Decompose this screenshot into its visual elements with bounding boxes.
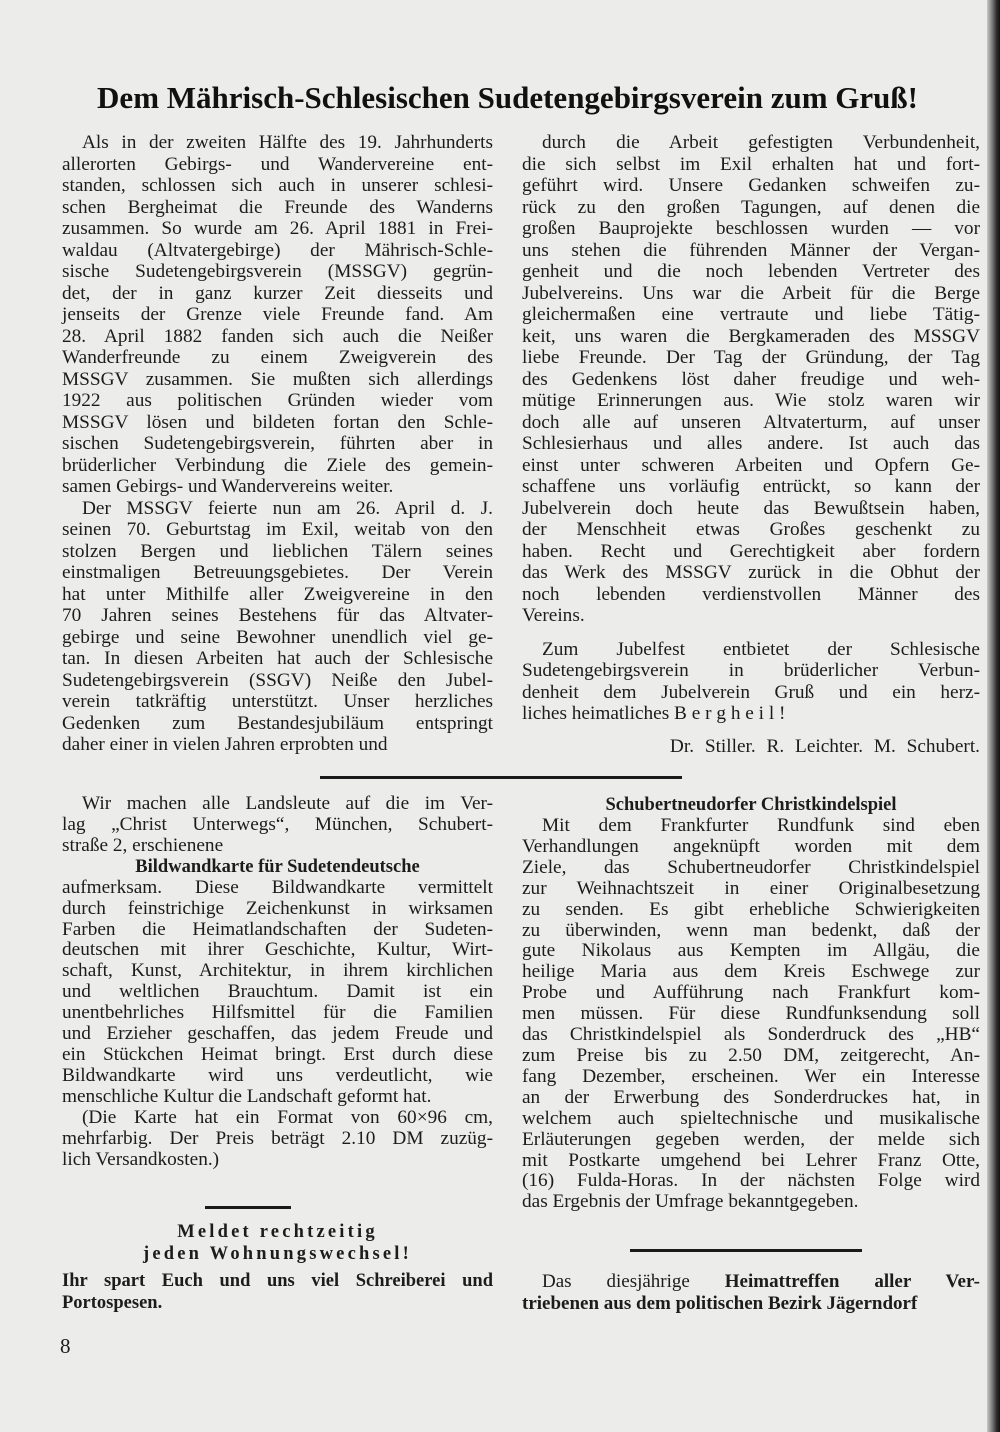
map-notice-heading: Bildwandkarte für Sudetendeutsche [135, 856, 420, 877]
text-line: das Werk des MSSGV zurück in die Obhut der [522, 562, 980, 583]
text-line: men müssen. Für diese Rundfunksendung soll [522, 1003, 980, 1025]
text-line: sische Sudetengebirgsverein (MSSGV) gegrün- [62, 261, 493, 282]
text-line: geführt wird. Unsere Gedanken schweifen zu- [522, 175, 980, 196]
map-notice-column [62, 794, 493, 1170]
text-line: Gedenken zum Bestandesjubiläum entspringt [62, 712, 493, 734]
page-title: Dem Mährisch-Schlesischen Sudetengebirgsverein zum Gruß! [97, 80, 918, 115]
notice-line: Portospesen. [62, 1292, 163, 1313]
text-line: Als in der zweiten Hälfte des 19. Jahrhunderts [82, 132, 493, 153]
text-line: Farben die Heimatlandschaften der Sudeten- [62, 918, 493, 940]
text-line: Verhandlungen angeknüpft worden mit dem [522, 835, 980, 857]
text-line: Probe und Aufführung nach Frankfurt kom- [522, 982, 980, 1004]
text-line: zusammen. So wurde am 26. April 1881 in Frei- [62, 218, 493, 239]
text-line: welchem auch spieltechnische und musikalische [522, 1107, 980, 1129]
teaser-text: Das diesjährige [542, 1271, 725, 1292]
text-line: schaffene uns vorläufig entrückt, so kann der [522, 476, 980, 497]
text-line: und weltlichen Brauchtum. Damit ist ein [62, 981, 493, 1003]
text-line: verein tatkräftig unterstützt. Unser herzliches [62, 691, 493, 712]
text-line: doch alle auf unseren Altvaterturm, auf unser [522, 411, 980, 433]
text-line: heilige Maria aus dem Kreis Eschwege zur [522, 961, 980, 983]
teaser-line: triebenen aus dem politischen Bezirk Jägerndorf [522, 1292, 918, 1314]
text-line: durch feinstrichige Zeichenkunst in wirksamen [62, 897, 493, 919]
map-notice-intro [62, 794, 493, 857]
signatures: Dr. Stiller. R. Leichter. M. Schubert. [669, 735, 980, 757]
text-line: durch die Arbeit gefestigten Verbundenheit, [542, 132, 980, 153]
page-number: 8 [60, 1334, 71, 1358]
text-line: ein Stückchen Heimat bringt. Erst durch diese [62, 1043, 493, 1065]
notice-line: Ihr spart Euch und uns viel Schreiberei und [62, 1271, 493, 1291]
section-divider [320, 776, 682, 779]
text-line: großen Bauprojekte beschlossen wurden — vor [522, 218, 980, 239]
text-line: tan. In diesen Arbeiten hat auch der Schlesische [62, 648, 493, 669]
text-line: Sudetengebirgsverein in brüderlicher Verbun- [522, 660, 980, 681]
text-line: keit, uns waren die Bergkameraden des MSSGV [522, 325, 980, 347]
heimattreffen-teaser [522, 1271, 980, 1314]
notice-line: Meldet rechtzeitig [177, 1222, 378, 1242]
text-line: an der Erwerbung des Sonderdruckes hat, in [522, 1086, 980, 1108]
text-line: unentbehrliches Hilfsmittel für die Familien [62, 1002, 493, 1024]
text-line: genheit und die noch lebenden Vertreter des [522, 261, 980, 282]
text-line: zu überwinden, wenn man bedenkt, daß der [522, 919, 980, 941]
text-line: Mit dem Frankfurter Rundfunk sind eben [542, 815, 980, 836]
text-line: hat unter Mithilfe aller Zweigvereine in den [62, 583, 493, 605]
text-line: zu senden. Es gibt erhebliche Schwierigkeiten [522, 898, 980, 920]
text-line: fang Dezember, erscheinen. Wer ein Interesse [522, 1065, 980, 1087]
text-line: mit Postkarte umgehend bei Lehrer Franz Otte, [522, 1149, 980, 1171]
text-line: Wanderfreunde zu einem Zweigverein des [62, 347, 493, 368]
map-notice-body [62, 878, 493, 1108]
text-line: MSSGV zusammen. Sie mußten sich allerdings [62, 368, 493, 390]
text-line: Ziele, das Schubertneudorfer Christkindelspiel [522, 856, 980, 878]
text-line: standen, schlossen sich auch in unserer schlesi- [62, 175, 493, 196]
text-line: liebe Freunde. Der Tag der Gründung, der Tag [522, 347, 980, 368]
teaser-bold-text: Heimattreffen aller Ver- [724, 1271, 980, 1292]
text-line: sischen Sudetengebirgsverein, führten aber in [62, 433, 493, 454]
text-line: deutschen mit ihrer Geschichte, Kultur, Wirt- [62, 939, 493, 961]
page-binding-shadow [987, 0, 1000, 1432]
text-line: straße 2, erschienene [62, 834, 224, 856]
text-line: gute Nikolaus aus Kempten im Allgäu, die [522, 940, 980, 962]
text-line: liches heimatliches B e r g h e i l ! [522, 703, 786, 724]
teaser-divider [630, 1249, 862, 1252]
text-line: mehrfarbig. Der Preis beträgt 2.10 DM zuzüg- [62, 1127, 493, 1149]
text-line: gleichermaßen eine vertraute und liebe Tätig- [522, 304, 980, 325]
text-line: schaft, Kunst, Architektur, in ihrem kirchlichen [62, 960, 493, 982]
text-line: Bildwandkarte wird uns verdeutlicht, wie [62, 1064, 493, 1086]
text-line: rück zu den großen Tagungen, auf denen die [522, 196, 980, 218]
paragraph [62, 132, 493, 498]
text-line: schen Bergheimat die Freunde des Wanderns [62, 196, 493, 218]
text-line: einstmaligen Betreuungsgebietes. Der Verein [62, 562, 493, 583]
text-line: mütige Erinnerungen aus. Wie stolz waren wir [522, 390, 980, 411]
text-line: Wir machen alle Landsleute auf die im Ver- [82, 793, 493, 814]
text-line: 70 Jahren seines Bestehens für das Altvater- [62, 605, 493, 626]
text-line: Vereins. [522, 605, 585, 626]
text-line: (Die Karte hat ein Format von 60×96 cm, [82, 1106, 493, 1128]
article-left-column [62, 132, 493, 756]
text-line: aufmerksam. Diese Bildwandkarte vermittelt [62, 876, 493, 898]
text-line: das Ergebnis der Umfrage bekanntgegeben. [522, 1191, 859, 1213]
map-notice-price-note [62, 1108, 493, 1171]
christkindel-body [522, 816, 980, 1213]
text-line: brüderlicher Verbindung die Ziele des gemein- [62, 454, 493, 476]
text-line: jenseits der Grenze viele Freunde fand. Am [62, 304, 493, 325]
notice-line: jeden Wohnungswechsel! [143, 1243, 412, 1264]
paragraph [522, 639, 980, 725]
christkindel-column [522, 795, 980, 1213]
text-line: Schlesierhaus und alles andere. Ist auch das [522, 433, 980, 454]
text-line: und Erzieher geschaffen, das jedem Freude und [62, 1023, 493, 1045]
text-line: denheit dem Jubelverein Gruß und ein herz- [522, 681, 980, 703]
text-line: noch lebenden verdienstvollen Männer des [522, 583, 980, 605]
paragraph [62, 498, 493, 756]
text-line: allerorten Gebirgs- und Wandervereine ent- [62, 153, 493, 175]
text-line: MSSGV lösen und bildeten fortan den Schle- [62, 411, 493, 433]
text-line: Jubelverein doch heute das Bewußtsein haben, [522, 497, 980, 519]
text-line: zum Preise bis zu 2.50 DM, zeitgerecht, An- [522, 1044, 980, 1066]
text-line: gebirge und seine Bewohner unendlich viel ge- [62, 626, 493, 648]
address-change-notice [62, 1222, 493, 1314]
text-line: det, der in ganz kurzer Zeit diesseits und [62, 282, 493, 304]
text-line: Zum Jubelfest entbietet der Schlesische [542, 638, 980, 660]
text-line: Der MSSGV feierte nun am 26. April d. J. [82, 497, 493, 519]
christkindel-heading: Schubertneudorfer Christkindelspiel [605, 795, 897, 815]
text-line: des Gedenkens löst daher freudige und weh- [522, 368, 980, 390]
text-line: Erläuterungen gegeben werden, der melde sich [522, 1128, 980, 1150]
text-line: 1922 aus politischen Gründen wieder vom [62, 390, 493, 411]
text-line: lich Versandkosten.) [62, 1148, 220, 1170]
paragraph [522, 132, 980, 627]
text-line: samen Gebirgs- und Wandervereins weiter. [62, 476, 394, 497]
text-line: (16) Fulda-Horas. In der nächsten Folge wird [522, 1170, 980, 1192]
text-line: zur Weihnachtszeit in einer Originalbesetzung [522, 877, 980, 899]
text-line: stolzen Bergen und lieblichen Tälern seines [62, 540, 493, 562]
article-right-column [522, 132, 980, 757]
text-line: 28. April 1882 fanden sich auch die Neißer [62, 325, 493, 347]
text-line: daher einer in vielen Jahren erprobten und [62, 734, 388, 755]
text-line: haben. Recht und Gerechtigkeit aber fordern [522, 540, 980, 562]
text-line: einst unter schweren Arbeiten und Opfern Ge- [522, 454, 980, 476]
text-line: die sich selbst im Exil erhalten hat und fort- [522, 153, 980, 175]
text-line: das Christkindelspiel als Sonderdruck des „HB“ [522, 1024, 980, 1046]
text-line: Sudetengebirgsverein (SSGV) Neiße den Jubel- [62, 669, 493, 691]
text-line: seinen 70. Geburtstag im Exil, weitab von den [62, 519, 493, 540]
text-line: der Menschheit etwas Großes geschenkt zu [522, 519, 980, 540]
text-line: lag „Christ Unterwegs“, München, Schubert- [62, 813, 493, 835]
text-line: waldau (Altvatergebirge) der Mährisch-Schle- [62, 239, 493, 261]
notice-divider [205, 1206, 291, 1209]
text-line: menschliche Kultur die Landschaft geformt hat. [62, 1085, 432, 1107]
teaser-line [522, 1271, 980, 1293]
text-line: uns stehen die führenden Männer der Vergan- [522, 239, 980, 261]
text-line: Jubelvereins. Uns war die Arbeit für die Berge [522, 282, 980, 304]
